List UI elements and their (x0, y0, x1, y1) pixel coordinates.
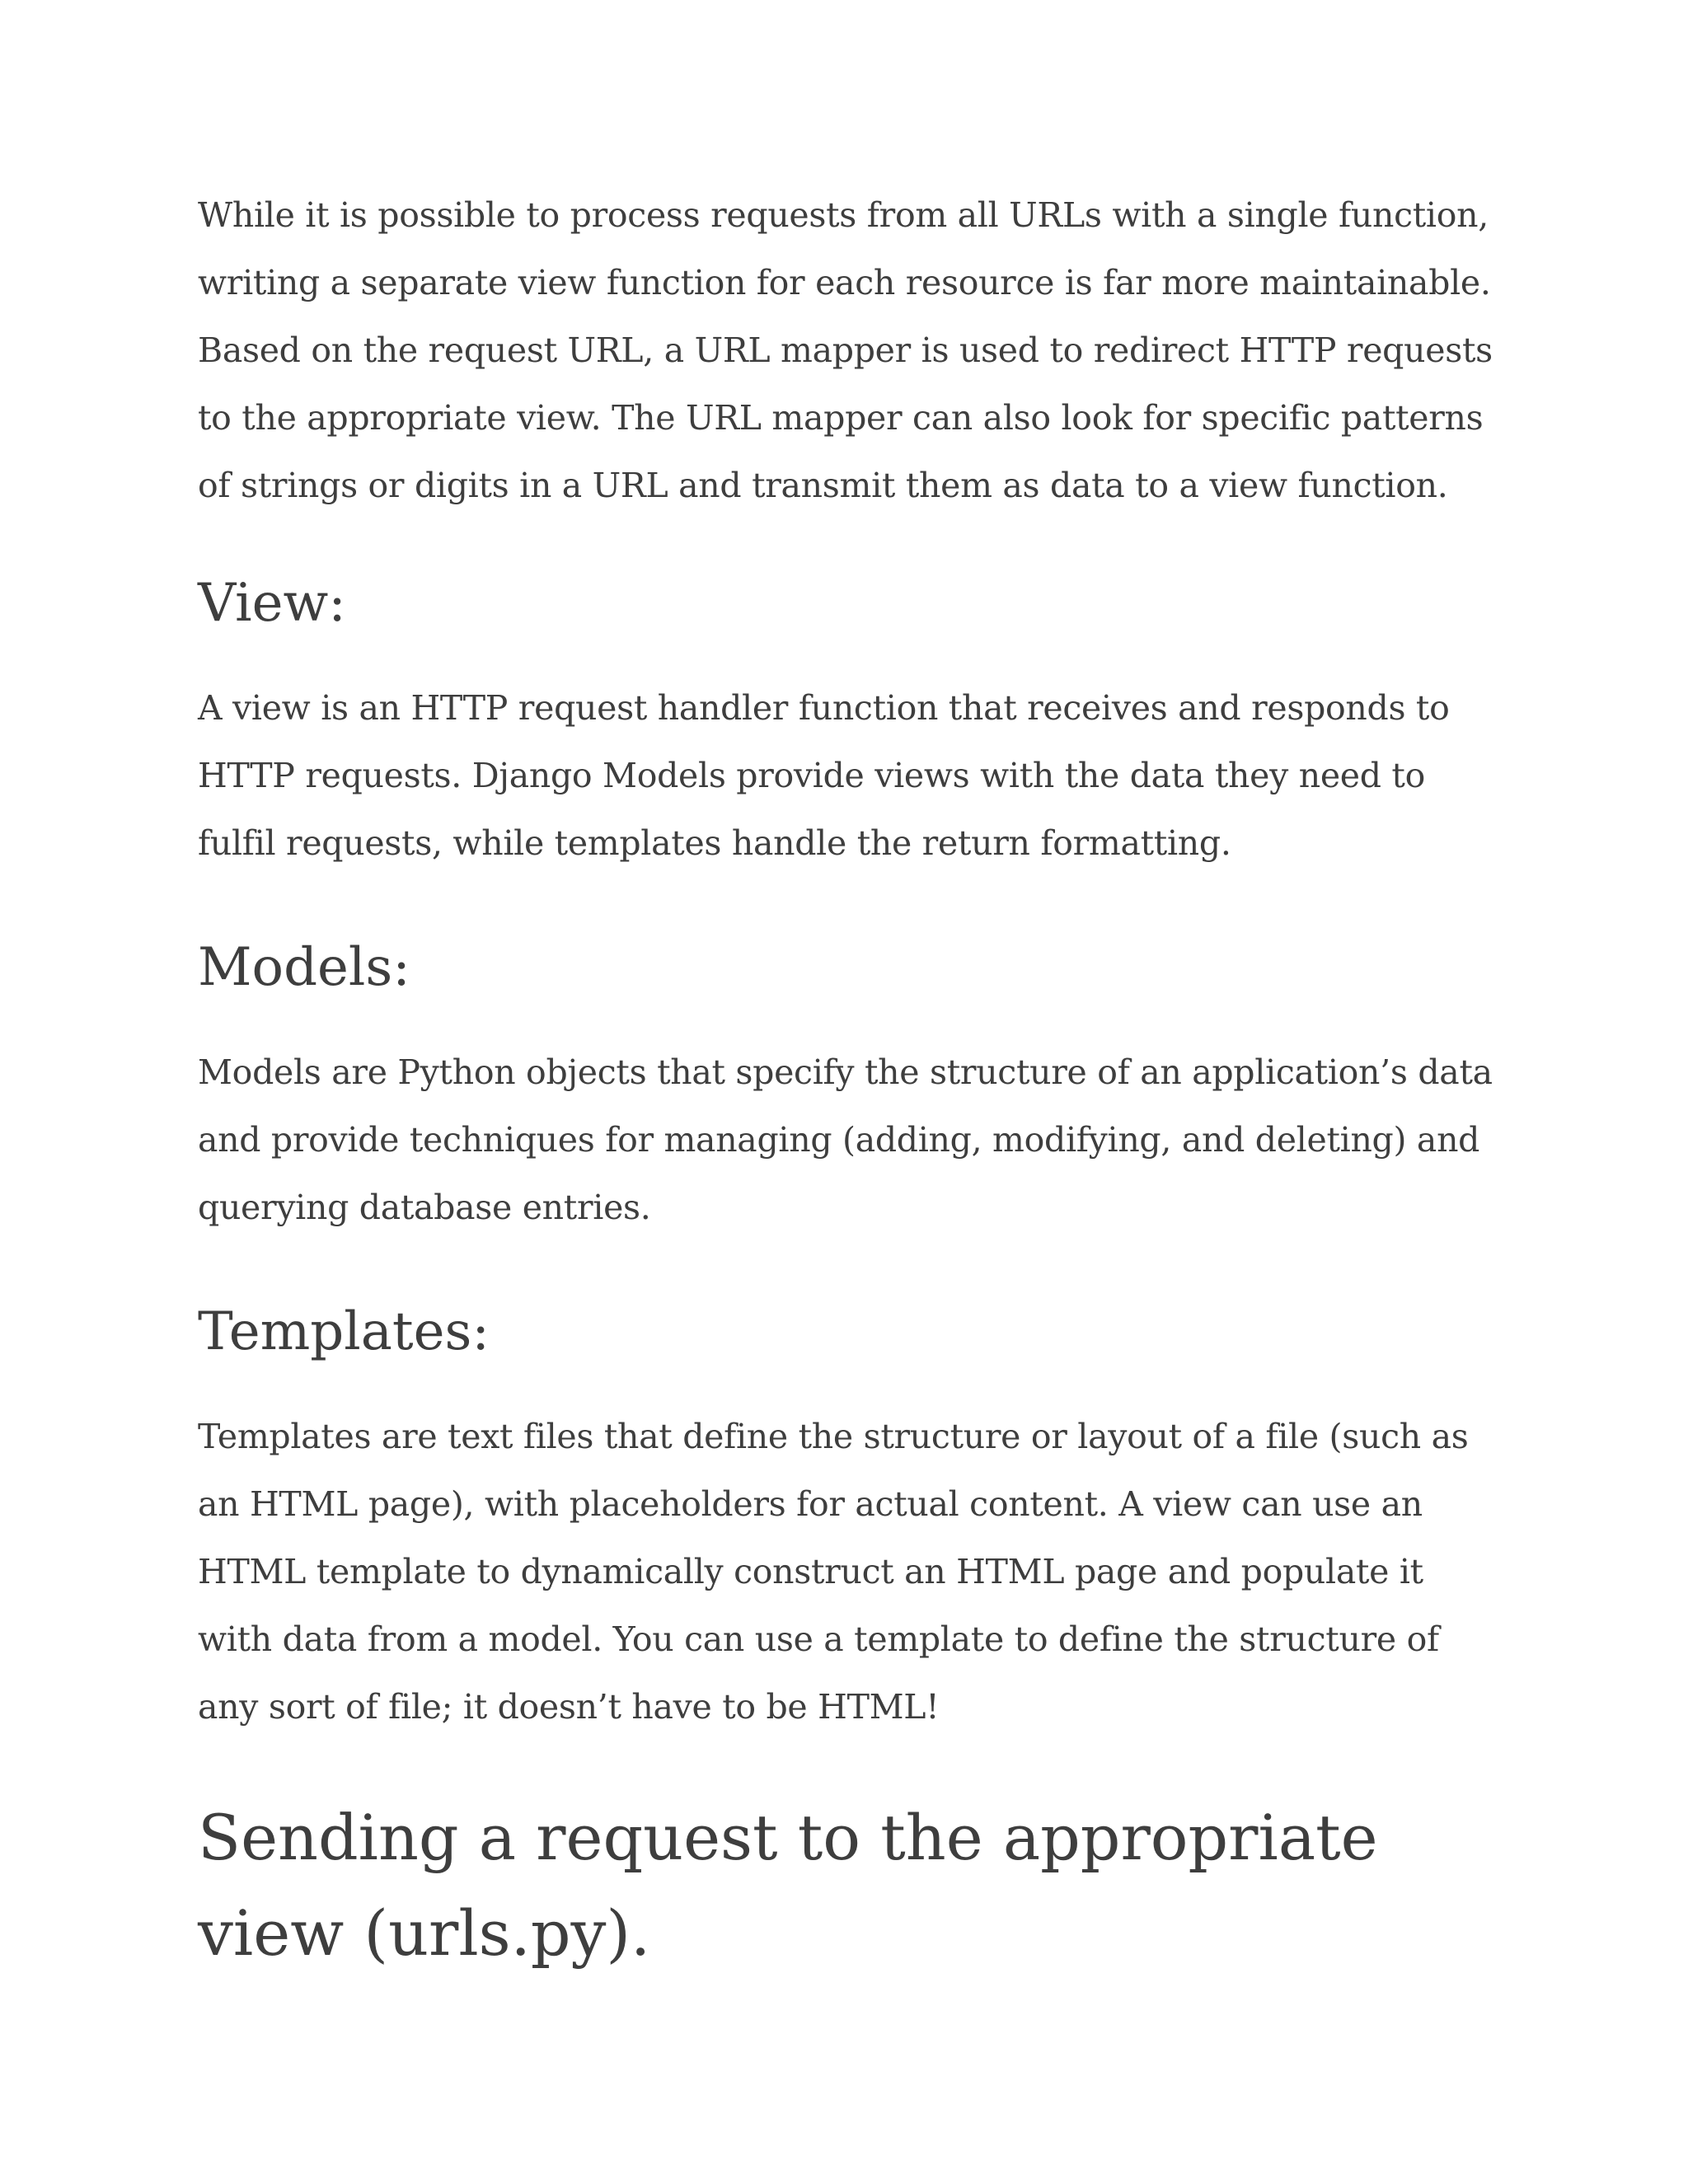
section-heading-models: Models: (198, 937, 410, 998)
section-heading-templates: Templates: (198, 1301, 490, 1362)
section-paragraph-models: Models are Python objects that specify the structure of an application’s data and provide techniques for managing (adding, modifying, and deleting) and querying database entries. (198, 1052, 1493, 1227)
closing-heading: Sending a request to the appropriate view (urls.py). (198, 1801, 1378, 1970)
section-paragraph-view: A view is an HTTP request handler function that receives and responds to HTTP requests. Django Models provide views with the data they need to fulfil requests, while templates handle the return formatting. (198, 688, 1450, 863)
section-heading-view: View: (198, 573, 346, 634)
section-paragraph-templates: Templates are text files that define the structure or layout of a file (such as an HTML page), with placeholders for actual content. A view can use an HTML template to dynamically construct an HTML page and populate it with data from a model. You can use a template to define the structure of any sort of file; it doesn’t have to be HTML! (198, 1417, 1469, 1727)
document-page (198, 181, 1500, 1981)
intro-paragraph: While it is possible to process requests from all URLs with a single function, writing a separate view function for each resource is far more maintainable. Based on the request URL, a URL mapper is used to redirect HTTP requests to the appropriate view. The URL mapper can also look for specific patterns of strings or digits in a URL and transmit them as data to a view function. (198, 195, 1493, 505)
